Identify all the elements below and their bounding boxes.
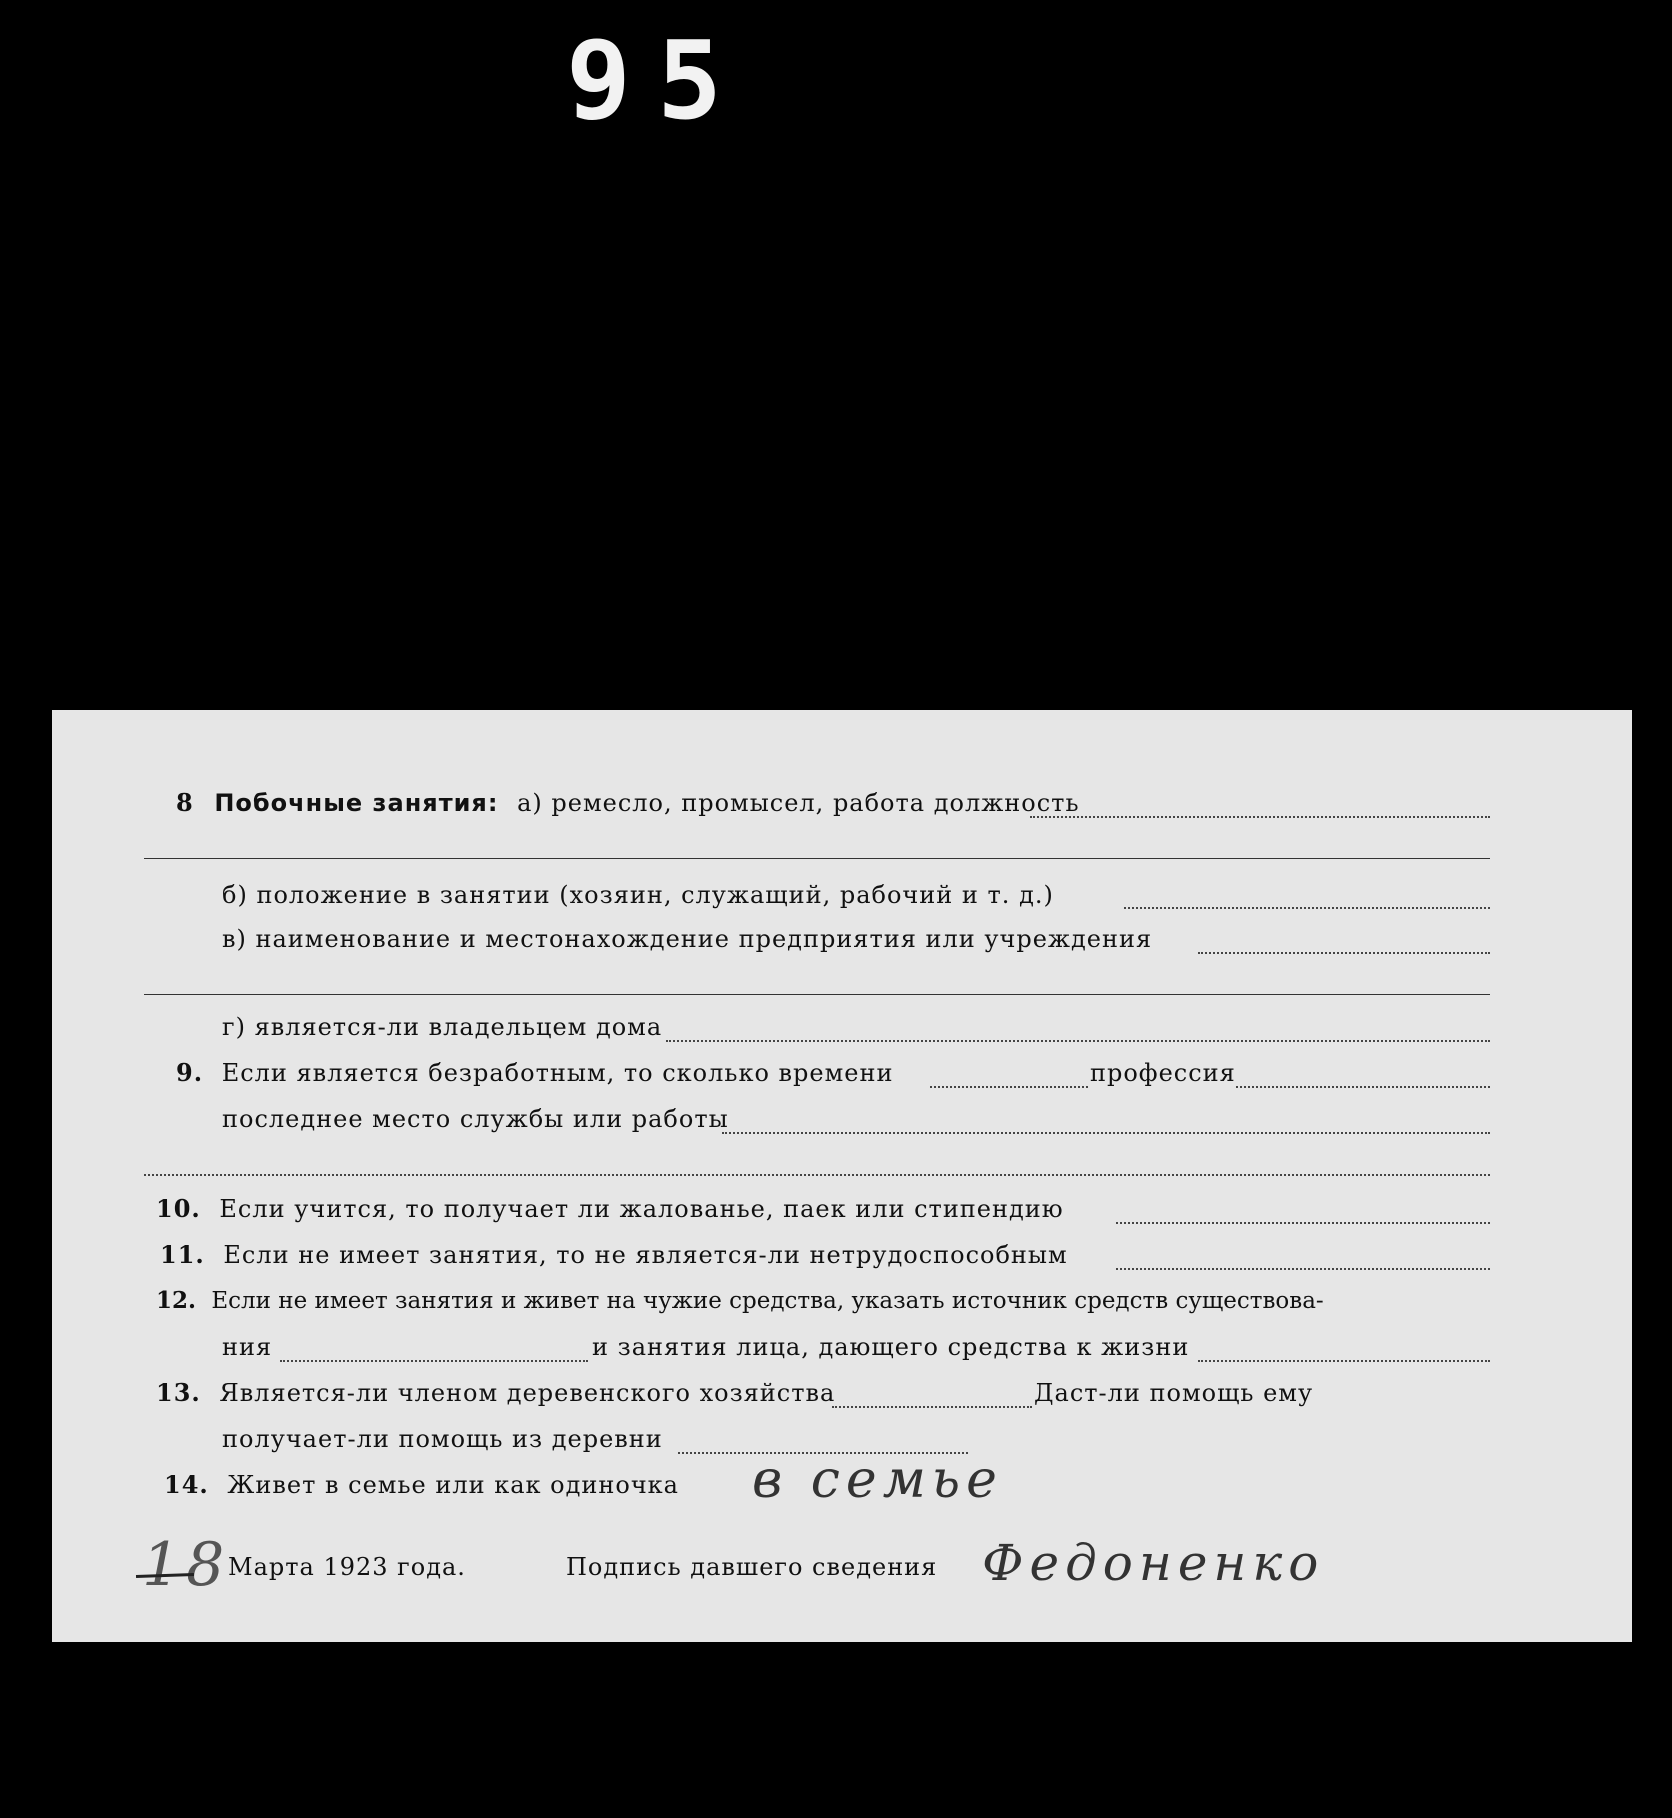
q13-text-2: Даст-ли помощь ему <box>1034 1379 1314 1407</box>
questionnaire-card <box>52 710 1632 1642</box>
q11-text: Если не имеет занятия, то не является-ли нетрудоспособным <box>223 1241 1068 1269</box>
q14-answer-handwritten: в семье <box>752 1450 1003 1510</box>
q13-member-field[interactable] <box>832 1406 1032 1408</box>
q14-number: 14. <box>164 1470 209 1499</box>
q8-g-label: г) является-ли владельцем дома <box>222 1013 663 1041</box>
q8-b-label: б) положение в занятии (хозяин, служащий, рабочий и т. д.) <box>222 881 1054 909</box>
q10-text: Если учится, то получает ли жалованье, паек или стипендию <box>219 1195 1064 1223</box>
q10-number: 10. <box>156 1194 201 1223</box>
q9-last-work-field-cont[interactable] <box>144 1174 1490 1176</box>
frame-number: 95 <box>566 19 749 144</box>
q8-v-field-cont[interactable] <box>144 994 1490 995</box>
footer-signature-label: Подпись давшего сведения <box>566 1553 938 1581</box>
q9-text-2: профессия <box>1090 1059 1236 1087</box>
q12-source-field[interactable] <box>280 1360 588 1362</box>
q8-b-field[interactable] <box>1124 907 1490 909</box>
q12-line-1 <box>156 1286 1324 1316</box>
q9-number: 9. <box>176 1058 204 1087</box>
footer-day-handwritten: 18 <box>142 1530 231 1600</box>
q8-title: Побочные занятия: <box>214 789 499 817</box>
q9-time-field[interactable] <box>930 1086 1088 1088</box>
q12-number: 12. <box>156 1287 197 1314</box>
footer-signature-handwritten: Федоненко <box>982 1534 1325 1592</box>
q9-line-1 <box>176 1058 893 1088</box>
q14-text: Живет в семье или как одиночка <box>227 1471 679 1499</box>
q13-text-3: получает-ли помощь из деревни <box>222 1425 663 1453</box>
q11-field[interactable] <box>1116 1268 1490 1270</box>
q13-line-1 <box>156 1378 835 1408</box>
footer-date-text: Марта 1923 года. <box>228 1553 466 1581</box>
q8-v-field[interactable] <box>1198 952 1490 954</box>
q11-number: 11. <box>160 1240 205 1269</box>
q9-text-3: последнее место службы или работы <box>222 1105 729 1133</box>
q9-profession-field[interactable] <box>1236 1086 1490 1088</box>
q8-number: 8 <box>176 788 194 817</box>
q12-text-2: ния <box>222 1333 273 1361</box>
q11-line <box>160 1240 1068 1270</box>
q10-line <box>156 1194 1064 1224</box>
q9-text-1: Если является безработным, то сколько времени <box>221 1059 894 1087</box>
q8-a-label: а) ремесло, промысел, работа должность <box>517 789 1080 817</box>
q8-v-label: в) наименование и местонахождение предприятия или учреждения <box>222 925 1153 953</box>
q8-g-field[interactable] <box>666 1040 1490 1042</box>
q12-text-1: Если не имеет занятия и живет на чужие средства, указать источник средств существова- <box>211 1288 1324 1314</box>
q13-number: 13. <box>156 1378 201 1407</box>
q8-a-field-cont[interactable] <box>144 858 1490 859</box>
q9-last-work-field[interactable] <box>722 1132 1490 1134</box>
q8-line-a <box>176 788 1080 818</box>
q8-a-field[interactable] <box>1030 816 1490 818</box>
q10-field[interactable] <box>1116 1222 1490 1224</box>
q13-text-1: Является-ли членом деревенского хозяйства <box>219 1379 836 1407</box>
q14-line <box>164 1470 679 1500</box>
q12-text-3: и занятия лица, дающего средства к жизни <box>592 1333 1190 1361</box>
q12-provider-field[interactable] <box>1198 1360 1490 1362</box>
